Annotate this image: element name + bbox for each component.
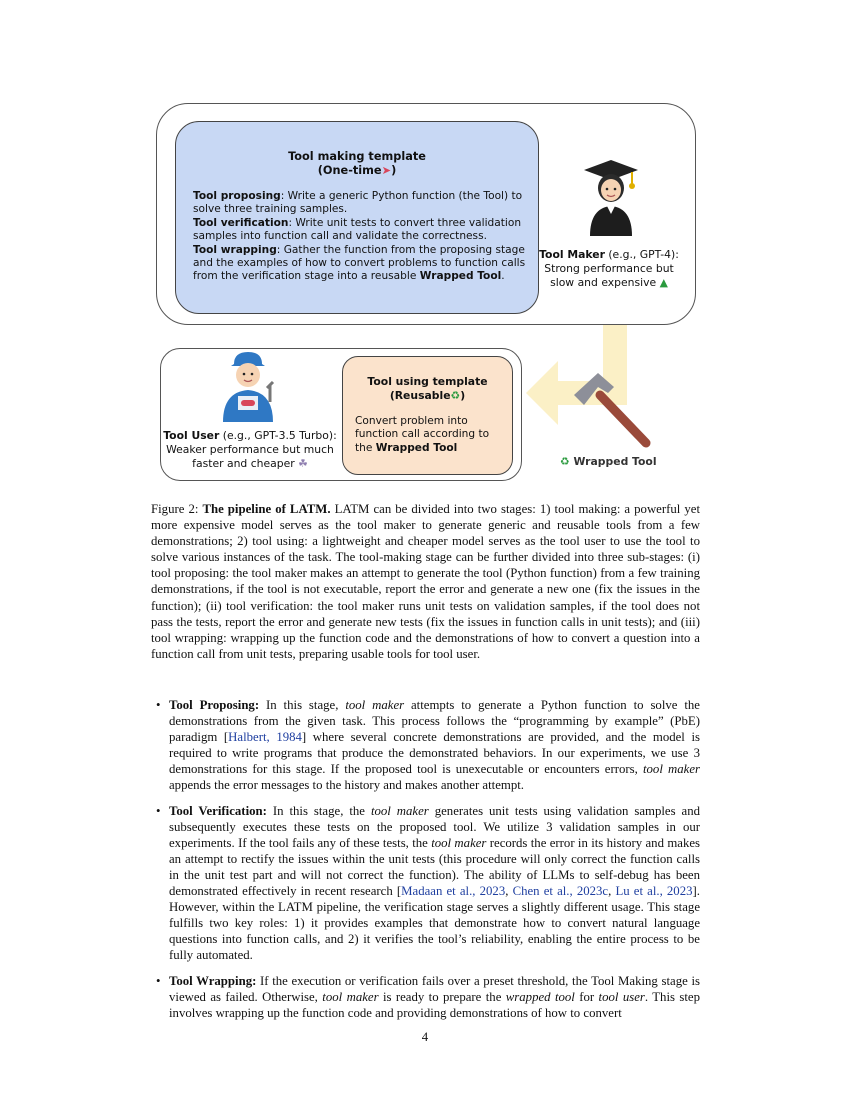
- citation-link[interactable]: Chen et al., 2023c: [512, 884, 609, 899]
- tool-verification-step: Tool verification: Write unit tests to convert three validation samples into function call and validate the correctness.: [193, 216, 522, 243]
- graduate-icon: [580, 156, 642, 236]
- latm-pipeline-figure: [150, 100, 700, 485]
- recycle-icon: ♻: [450, 389, 461, 402]
- citation-link[interactable]: Halbert, 1984: [228, 730, 302, 745]
- bullet-tool-verification: • Tool Verification: In this stage, the tool maker generates unit tests using validation samples and subsequently executes these tests on the proposed tool. We utilize 3 validation samples in our experiments. If the tool fails any of these tests, the tool maker records the error in its history and makes an attempt to rectify the issues within the unit tests (this procedure will only correct the function calls in the unit test part and will not correct the function). The ability of LLMs to self-debug has been demonstrated effectively in recent research [Madaan et al., 2023, Chen et al., 2023c, Lu et al., 2023]. However, within the LATM pipeline, the verification stage serves a slightly different usage. This stage fulfills two key roles: 1) it provides examples that demonstrate how to convert natural language questions into function calls, and 2) it verifies the tool’s reliability, enabling the entire process to be fully automated.: [156, 803, 701, 963]
- stage-bullet-list: [151, 697, 700, 1030]
- worker-icon: [217, 350, 279, 422]
- tool-using-template-box: [342, 356, 513, 475]
- recycle-icon: ♻: [560, 455, 570, 468]
- rocket-icon: ➤: [381, 164, 392, 177]
- wrapped-tool-label: ♻ Wrapped Tool: [560, 455, 657, 468]
- citation-link[interactable]: Lu et al., 2023: [615, 884, 693, 899]
- tool-wrapping-step: Tool wrapping: Gather the function from the proposing stage and the examples of how to convert problems to function calls from the verification stage into a reusable Wrapped Tool.: [193, 243, 526, 283]
- citation-link[interactable]: Madaan et al., 2023: [401, 884, 506, 899]
- tool-proposing-step: Tool proposing: Write a generic Python function (the Tool) to solve three training samples.: [193, 190, 523, 216]
- bullet-tool-wrapping: • Tool Wrapping: If the execution or verification fails over a preset threshold, the Tool Making stage is viewed as failed. Otherwise, tool maker is ready to prepare the wrapped tool for tool user. This step involves wrapping up the function code and providing demonstrations of how to convert: [156, 973, 700, 1020]
- hammer-icon: [568, 365, 658, 455]
- tool-making-template-title: Tool making template (One-time➤): [288, 150, 426, 177]
- turtle-icon: ▲: [659, 276, 668, 289]
- tool-using-template-body: Convert problem into function call according to the Wrapped Tool: [355, 415, 490, 454]
- rabbit-icon: ☘: [298, 457, 308, 470]
- tool-making-template-box: [175, 121, 539, 314]
- tool-user-description: Tool User (e.g., GPT-3.5 Turbo): Weaker performance but much faster and cheaper ☘: [163, 429, 337, 470]
- figure-caption: Figure 2: The pipeline of LATM. LATM can be divided into two stages: 1) tool making: a powerful yet more expensive model serves as the tool maker to generate generic and reusable tools from a few demonstrations; 2) tool using: a lightweight and cheaper model serves as the tool user to use the tool to solve various instances of the task. The tool-making stage can be further divided into three sub-stages: (i) tool proposing: the tool maker makes an attempt to generate the tool (Python function) from a few training demonstrations, if the tool is not executable, report the error and generate a new one (fix the issues in the function); (ii) tool verification: the tool maker runs unit tests on validation samples, if the tool does not pass the tests, report the error and generate new tests (fix the issues in function calls in unit tests); and (iii) tool wrapping: wrapping up the function code and the demonstrations of how to convert a question into a function call from unit tests, preparing usable tools for tool user.: [151, 502, 701, 661]
- tool-maker-description: Tool Maker (e.g., GPT-4): Strong performance but slow and expensive ▲: [539, 248, 679, 289]
- tool-making-template-body: [193, 190, 529, 284]
- tool-using-template-title: Tool using template (Reusable♻): [367, 375, 488, 402]
- page-number: 4: [421, 1030, 429, 1044]
- bullet-tool-proposing: • Tool Proposing: In this stage, tool maker attempts to generate a Python function to solve the demonstrations from the given task. This process follows the “programming by example” (PbE) paradigm [Halbert, 1984] where several concrete demonstrations are provided, and the model is required to write programs that produce the demonstrated behaviors. In our experiments, we use 3 demonstrations for this stage. If the proposed tool is unexecutable or encounters errors, tool maker appends the error messages to the history and makes another attempt.: [156, 698, 700, 793]
